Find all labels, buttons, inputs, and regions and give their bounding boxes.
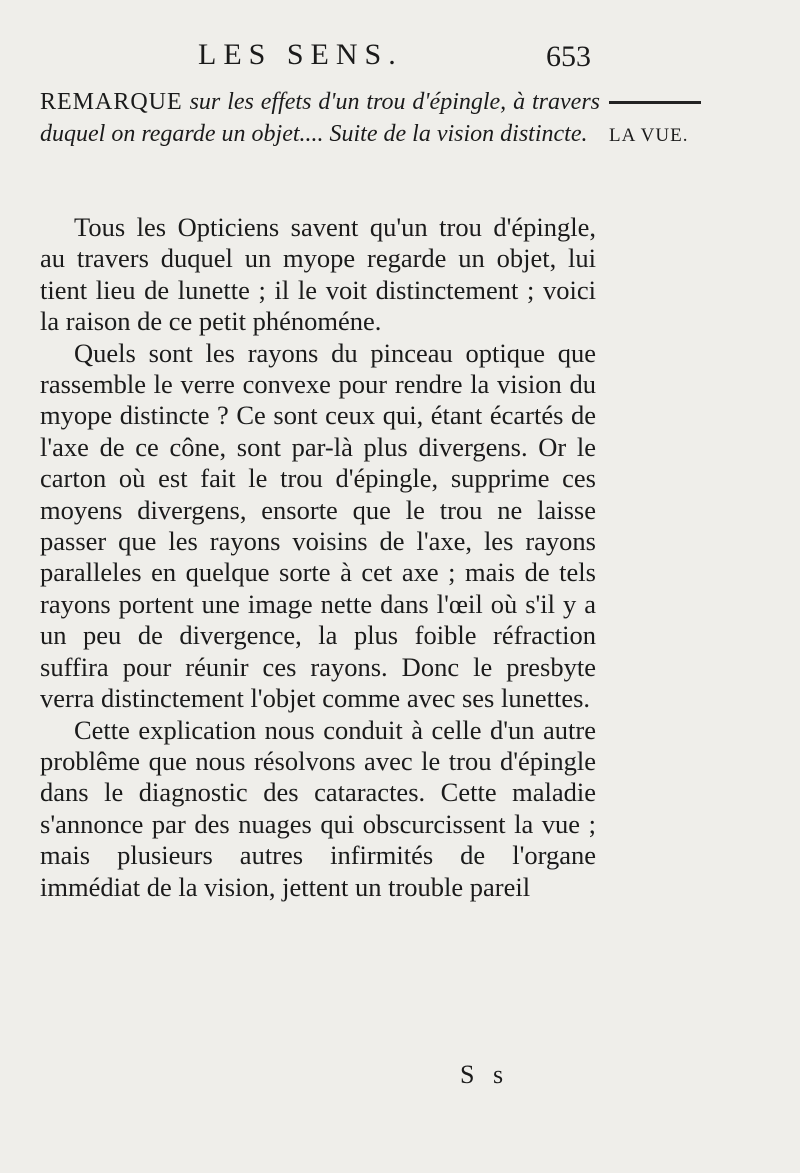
paragraph-1: Tous les Opticiens savent qu'un trou d'épingle, au travers duquel un myope regarde un objet, lui tient lieu de lunette ; il le voit distinctement ; voici la raison de ce petit phénoméne. bbox=[40, 212, 596, 337]
paragraph-2: Quels sont les rayons du pinceau optique que rassemble le verre convexe pour rendre la vision du myope distincte ? Ce sont ceux qui, étant écartés de l'axe de ce cône, sont par-là plus divergens. Or le carton où est fait le trou d'épingle, supprime ces moyens divergens, ensorte que le trou ne laisse passer que les rayons voisins de l'axe, les rayons paralleles en quelque sorte à cet axe ; mais de tels rayons portent une image nette dans l'œil où s'il y a un peu de divergence, la plus foible réfraction suffira pour réunir ces rayons. Donc le presbyte verra distinctement l'objet comme avec ses lunettes. bbox=[40, 337, 596, 714]
signature-mark: S s bbox=[460, 1060, 510, 1089]
remark-heading bbox=[40, 86, 600, 150]
paragraph-3: Cette explication nous conduit à celle d'un autre problême que nous résolvons avec le trou d'épingle dans le diagnostic des cataractes. Cette maladie s'annonce par des nuages qui obscurcissent la vue ; mais plusieurs autres infirmités de l'organe immédiat de la vision, jettent un trouble pareil bbox=[40, 714, 596, 902]
remark-text: sur les effets d'un trou d'épingle, à travers duquel on regarde un objet.... Suite de la vision distincte. bbox=[40, 89, 600, 147]
margin-rule bbox=[609, 101, 701, 104]
margin-note: LA VUE. bbox=[609, 125, 689, 146]
page-header bbox=[0, 38, 800, 88]
remark-lead: REMARQUE bbox=[40, 89, 183, 115]
running-head: LES SENS. bbox=[198, 38, 403, 71]
page-number: 653 bbox=[546, 40, 591, 73]
body-text bbox=[40, 212, 596, 903]
